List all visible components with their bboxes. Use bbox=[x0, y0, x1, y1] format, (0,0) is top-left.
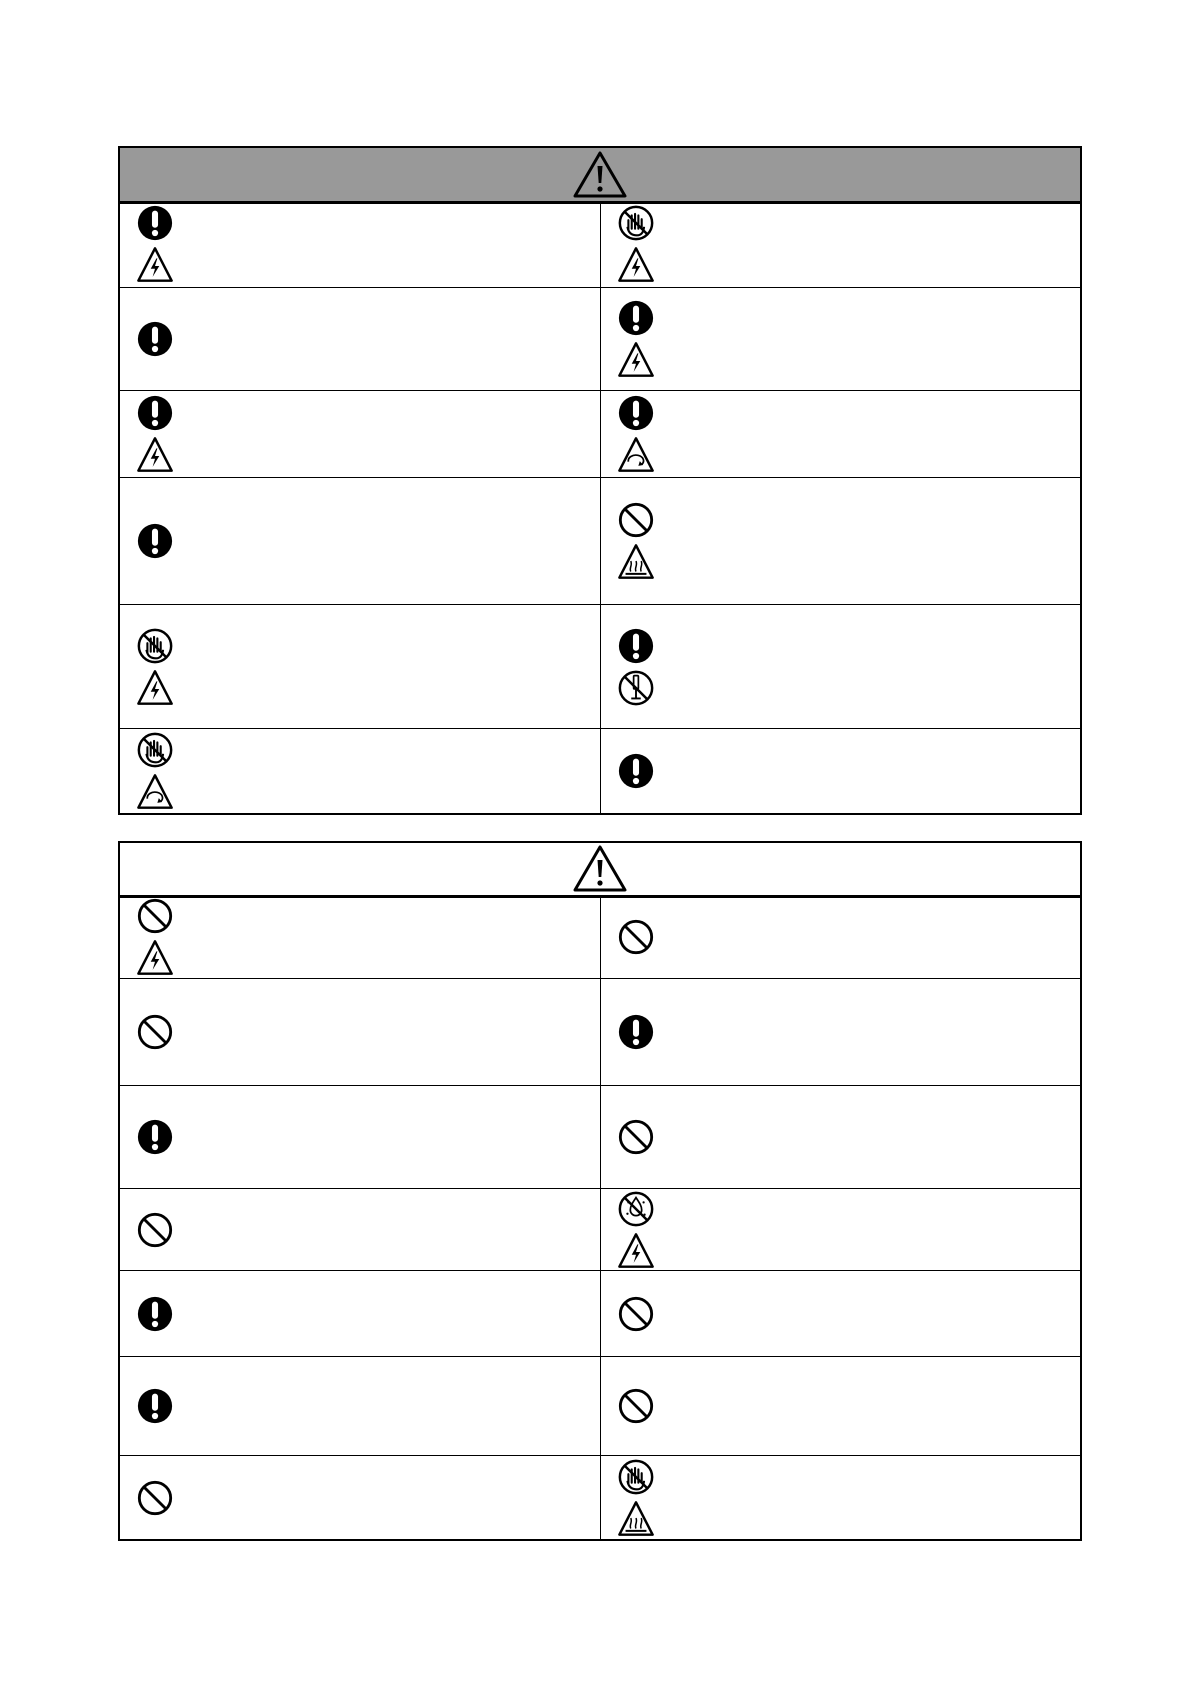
icon-group bbox=[617, 1357, 657, 1455]
icon-group bbox=[617, 1189, 657, 1270]
warning-cell-left bbox=[120, 391, 601, 477]
caution-row bbox=[120, 1271, 1080, 1357]
caution-cell-right bbox=[601, 979, 1081, 1085]
icon-group bbox=[136, 1086, 176, 1188]
warning-cell-left bbox=[120, 729, 601, 813]
icon-group bbox=[617, 729, 657, 813]
caution-row bbox=[120, 979, 1080, 1086]
icon-group bbox=[617, 1086, 657, 1188]
mandatory-icon bbox=[136, 320, 174, 358]
rotating-hazard-icon bbox=[617, 436, 655, 474]
icon-group bbox=[617, 201, 657, 287]
mandatory-icon bbox=[617, 1013, 655, 1051]
icon-group bbox=[617, 288, 657, 390]
warning-cell-right bbox=[601, 478, 1081, 604]
mandatory-icon bbox=[136, 1295, 174, 1333]
mandatory-icon bbox=[617, 752, 655, 790]
icon-group bbox=[136, 895, 176, 978]
warning-row bbox=[120, 391, 1080, 478]
mandatory-icon bbox=[617, 394, 655, 432]
caution-header bbox=[120, 843, 1080, 898]
no-touch-icon bbox=[136, 731, 174, 769]
warning-row bbox=[120, 288, 1080, 391]
warning-cell-left bbox=[120, 478, 601, 604]
mandatory-icon bbox=[617, 299, 655, 337]
icon-group bbox=[136, 1456, 176, 1539]
icon-group bbox=[617, 391, 657, 477]
no-touch-icon bbox=[617, 1458, 655, 1496]
warning-triangle-icon bbox=[572, 150, 628, 200]
prohibited-icon bbox=[617, 1118, 655, 1156]
electric-shock-icon bbox=[617, 246, 655, 284]
no-disassembly-icon bbox=[617, 669, 655, 707]
mandatory-icon bbox=[136, 204, 174, 242]
warning-cell-left bbox=[120, 201, 601, 287]
caution-cell-left bbox=[120, 1086, 601, 1188]
caution-cell-left bbox=[120, 1189, 601, 1270]
mandatory-icon bbox=[136, 1118, 174, 1156]
icon-group bbox=[136, 729, 176, 813]
warning-row bbox=[120, 478, 1080, 605]
icon-group bbox=[136, 979, 176, 1085]
icon-group bbox=[617, 605, 657, 728]
electric-shock-icon bbox=[617, 1232, 655, 1270]
warning-header bbox=[120, 148, 1080, 204]
warning-cell-right bbox=[601, 201, 1081, 287]
icon-group bbox=[617, 1271, 657, 1356]
mandatory-icon bbox=[136, 522, 174, 560]
warning-row bbox=[120, 605, 1080, 729]
caution-cell-right bbox=[601, 1271, 1081, 1356]
caution-triangle-icon bbox=[572, 844, 628, 894]
caution-cell-left bbox=[120, 1357, 601, 1455]
icon-group bbox=[617, 895, 657, 978]
mandatory-icon bbox=[617, 627, 655, 665]
icon-group bbox=[136, 288, 176, 390]
caution-table bbox=[118, 841, 1082, 1541]
icon-group bbox=[617, 979, 657, 1085]
icon-group bbox=[136, 478, 176, 604]
prohibited-icon bbox=[136, 897, 174, 935]
caution-row bbox=[120, 1357, 1080, 1456]
no-water-icon bbox=[617, 1190, 655, 1228]
warning-cell-right bbox=[601, 391, 1081, 477]
mandatory-icon bbox=[136, 1387, 174, 1425]
warning-table bbox=[118, 146, 1082, 815]
caution-cell-right bbox=[601, 1189, 1081, 1270]
warning-row bbox=[120, 201, 1080, 288]
warning-cell-right bbox=[601, 729, 1081, 813]
caution-row bbox=[120, 1456, 1080, 1539]
caution-cell-right bbox=[601, 1456, 1081, 1539]
warning-cell-right bbox=[601, 605, 1081, 728]
caution-cell-left bbox=[120, 1456, 601, 1539]
caution-row bbox=[120, 895, 1080, 979]
icon-group bbox=[617, 1456, 657, 1539]
no-touch-icon bbox=[617, 204, 655, 242]
hot-surface-icon bbox=[617, 1500, 655, 1538]
prohibited-icon bbox=[617, 1295, 655, 1333]
mandatory-icon bbox=[136, 394, 174, 432]
icon-group bbox=[136, 1189, 176, 1270]
prohibited-icon bbox=[617, 1387, 655, 1425]
caution-cell-right bbox=[601, 1086, 1081, 1188]
prohibited-icon bbox=[617, 918, 655, 956]
electric-shock-icon bbox=[136, 436, 174, 474]
icon-group bbox=[136, 605, 176, 728]
prohibited-icon bbox=[136, 1013, 174, 1051]
warning-row bbox=[120, 729, 1080, 813]
icon-group bbox=[617, 478, 657, 604]
icon-group bbox=[136, 201, 176, 287]
electric-shock-icon bbox=[136, 246, 174, 284]
hot-surface-icon bbox=[617, 543, 655, 581]
electric-shock-icon bbox=[136, 669, 174, 707]
warning-cell-right bbox=[601, 288, 1081, 390]
caution-cell-left bbox=[120, 895, 601, 978]
rotating-hazard-icon bbox=[136, 773, 174, 811]
icon-group bbox=[136, 1271, 176, 1356]
warning-cell-left bbox=[120, 288, 601, 390]
warning-cell-left bbox=[120, 605, 601, 728]
caution-cell-right bbox=[601, 1357, 1081, 1455]
caution-row bbox=[120, 1189, 1080, 1271]
electric-shock-icon bbox=[136, 939, 174, 977]
caution-cell-left bbox=[120, 1271, 601, 1356]
electric-shock-icon bbox=[617, 341, 655, 379]
prohibited-icon bbox=[136, 1479, 174, 1517]
no-touch-icon bbox=[136, 627, 174, 665]
caution-row bbox=[120, 1086, 1080, 1189]
prohibited-icon bbox=[136, 1211, 174, 1249]
caution-cell-right bbox=[601, 895, 1081, 978]
caution-cell-left bbox=[120, 979, 601, 1085]
icon-group bbox=[136, 391, 176, 477]
icon-group bbox=[136, 1357, 176, 1455]
prohibited-icon bbox=[617, 501, 655, 539]
